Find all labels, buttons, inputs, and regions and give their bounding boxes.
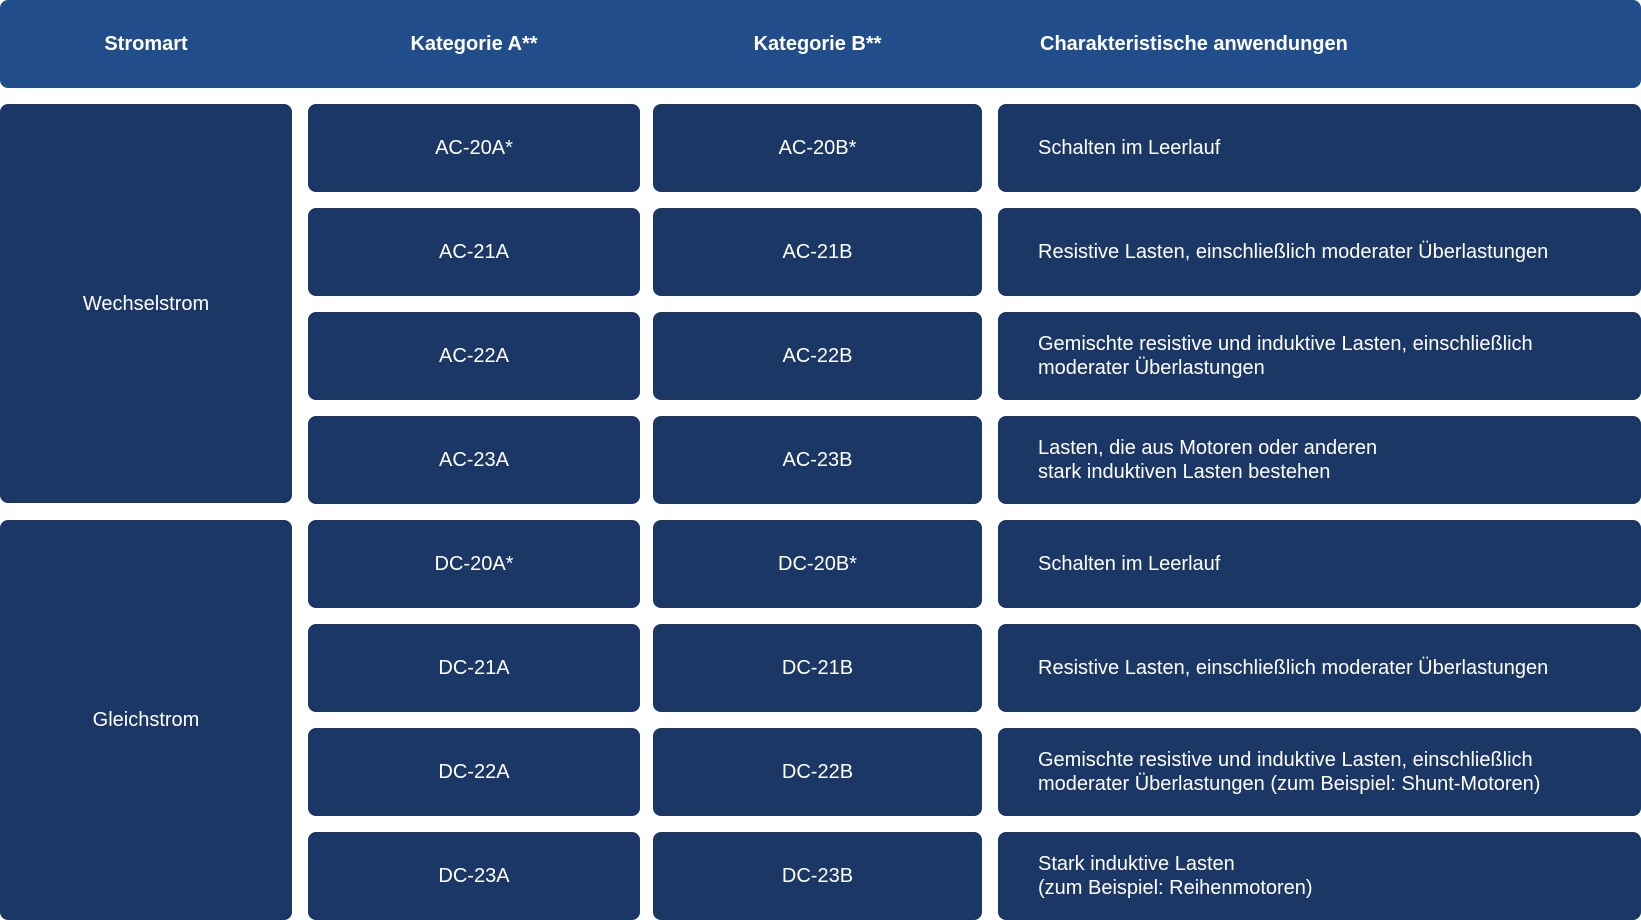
kategorie-b-cell — [653, 416, 982, 504]
kategorie-a-cell — [308, 416, 640, 504]
table-header — [0, 0, 1641, 88]
kategorie-b-label: AC-23B — [782, 449, 853, 471]
anwendung-cell — [998, 728, 1641, 816]
header-kategorie-a: Kategorie A** — [410, 33, 538, 55]
kategorie-b-cell — [653, 520, 982, 608]
anwendung-text: Resistive Lasten, einschließlich moderater Überlastungen — [1038, 241, 1549, 263]
kategorie-b-label: DC-20B* — [778, 553, 857, 575]
header-kategorie-b: Kategorie B** — [753, 33, 882, 55]
kategorie-a-label: DC-22A — [438, 761, 510, 783]
anwendung-cell — [998, 416, 1641, 504]
kategorie-a-label: DC-20A* — [434, 553, 514, 575]
stromart-label: Gleichstrom — [92, 709, 200, 731]
kategorie-a-cell — [308, 624, 640, 712]
kategorie-b-label: DC-21B — [781, 657, 854, 679]
kategorie-b-label: AC-20B* — [778, 137, 857, 159]
stromart-label: Wechselstrom — [82, 292, 210, 315]
kategorie-a-cell — [308, 104, 640, 192]
kategorie-a-label: AC-20A* — [435, 137, 513, 159]
header-stromart: Stromart — [104, 33, 188, 55]
anwendung-text: Gemischte resistive und induktive Lasten, einschließlich moderater Überlastungen — [1038, 333, 1533, 379]
anwendung-cell — [998, 208, 1641, 296]
kategorie-a-cell — [308, 832, 640, 920]
anwendung-text: Stark induktive Lasten (zum Beispiel: Reihenmotoren) — [1038, 853, 1313, 899]
anwendung-text: Lasten, die aus Motoren oder anderen stark induktiven Lasten bestehen — [1038, 437, 1378, 483]
kategorie-a-label: AC-22A — [438, 345, 510, 367]
kategorie-b-label: DC-22B — [781, 761, 854, 783]
kategorie-a-label: AC-21A — [438, 241, 510, 263]
kategorie-b-cell — [653, 104, 982, 192]
header-anwendungen: Charakteristische anwendungen — [1040, 33, 1348, 55]
anwendung-cell — [998, 520, 1641, 608]
kategorie-b-label: DC-23B — [781, 865, 854, 887]
anwendung-cell — [998, 104, 1641, 192]
kategorie-a-cell — [308, 520, 640, 608]
kategorie-a-cell — [308, 728, 640, 816]
anwendung-cell — [998, 832, 1641, 920]
kategorie-a-cell — [308, 312, 640, 400]
kategorie-b-cell — [653, 832, 982, 920]
stromart-gleichstrom — [0, 520, 292, 920]
kategorie-a-label: AC-23A — [438, 449, 510, 471]
kategorie-b-cell — [653, 312, 982, 400]
kategorie-b-cell — [653, 208, 982, 296]
anwendung-text: Gemischte resistive und induktive Lasten, einschließlich moderater Überlastungen (zum Beispiel: Shunt-Motoren) — [1038, 749, 1541, 795]
anwendung-cell — [998, 312, 1641, 400]
stromart-wechselstrom — [0, 104, 292, 503]
anwendung-text: Resistive Lasten, einschließlich moderater Überlastungen — [1038, 657, 1549, 679]
anwendung-text: Schalten im Leerlauf — [1038, 137, 1221, 159]
kategorie-a-label: DC-21A — [438, 657, 510, 679]
kategorie-b-label: AC-21B — [782, 241, 853, 263]
kategorie-b-label: AC-22B — [782, 345, 853, 367]
kategorie-b-cell — [653, 624, 982, 712]
kategorie-a-label: DC-23A — [438, 865, 510, 887]
anwendung-text: Schalten im Leerlauf — [1038, 553, 1221, 575]
kategorie-a-cell — [308, 208, 640, 296]
anwendung-cell — [998, 624, 1641, 712]
kategorie-b-cell — [653, 728, 982, 816]
